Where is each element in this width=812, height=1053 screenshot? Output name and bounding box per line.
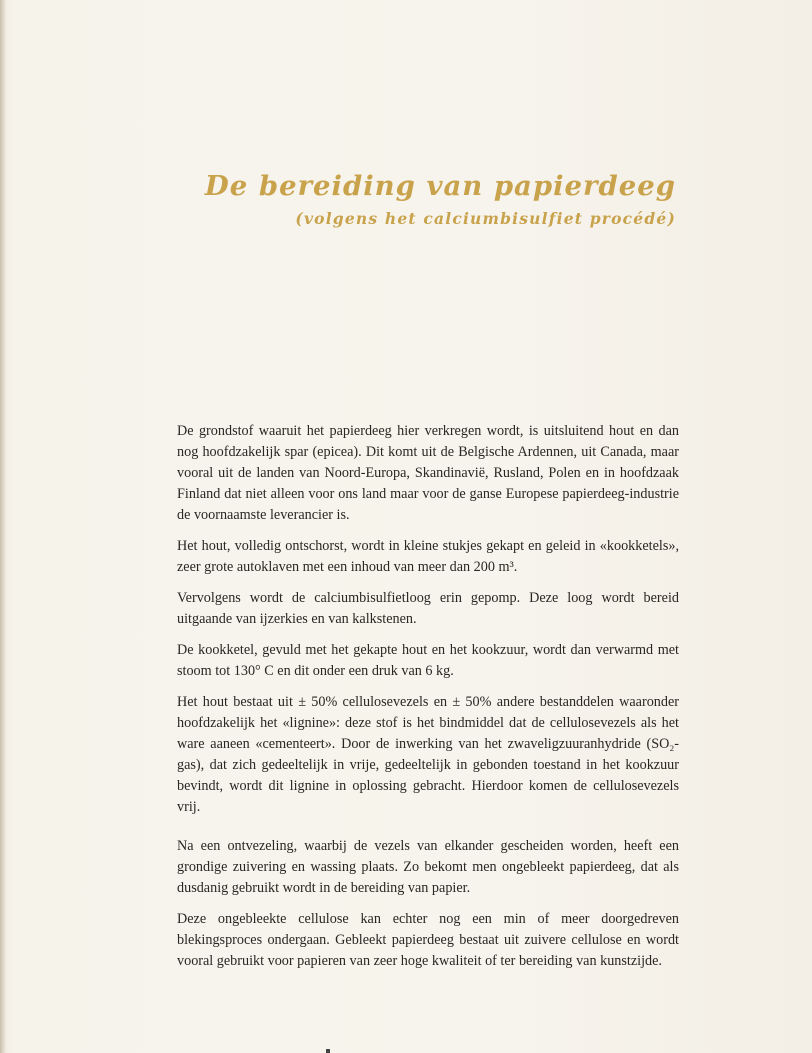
paragraph-heating: De kookketel, gevuld met het gekapte hout en het kookzuur, wordt dan verwarmd met stoom tot 130° C en dit onder een druk van 6 kg. — [177, 642, 679, 679]
paragraph-raw-material: De grondstof waaruit het papierdeeg hier verkregen wordt, is uitsluitend hout en dan nog hoofdzakelijk spar (epicea). Dit komt uit de Belgische Ardennen, uit Canada, maar vooral uit de landen van Noord-Europa, Skandinavië, Rusland, Polen en in hoofdzaak Finland dat niet alleen voor ons land maar voor de ganse Europese papierdeeg-industrie de voornaamste leverancier is. — [177, 423, 679, 523]
paragraph-bleaching: Deze ongebleekte cellulose kan echter nog een min of meer doorgedreven blekingsproces ondergaan. Gebleekt papierdeeg bestaat uit zuivere cellulose en wordt vooral gebruikt voor papieren van zeer hoge kwaliteit of ter bereiding van kunstzijde. — [177, 911, 679, 969]
heading-block — [205, 166, 676, 232]
page-subtitle: (volgens het calciumbisulfiet procédé) — [295, 209, 676, 228]
paragraph-lye: Vervolgens wordt de calciumbisulfietloog erin gepomp. Deze loog wordt bereid uitgaande van ijzerkies en van kalkstenen. — [177, 590, 679, 627]
paragraph-washing: Na een ontvezeling, waarbij de vezels van elkander gescheiden worden, heeft een grondige zuivering en wassing plaats. Zo bekomt men ongebleekt papierdeeg, dat als dusdanig gebruikt wordt in de bereiding van papier. — [177, 838, 679, 896]
paragraph-cooking-vessels: Het hout, volledig ontschorst, wordt in kleine stukjes gekapt en geleid in «kookketels», zeer grote autoklaven met een inhoud van meer dan 200 m³. — [177, 538, 679, 575]
body-text — [177, 421, 679, 982]
paragraph-lignine: Het hout bestaat uit ± 50% cellulosevezels en ± 50% andere bestanddelen waaronder hoofdzakelijk het «lignine»: deze stof is het bindmiddel dat de cellulosevezels als het ware aaneen «cementeert». Door de inwerking van het zwaveligzuuranhydride (SO₂-gas), dat zich gedeeltelijk in vrije, gedeeltelijk in gebonden toestand in het kookzuur bevindt, wordt dit lignine in oplossing gebracht. Hierdoor komen de cellulosevezels vrij. — [177, 694, 679, 815]
printer-mark — [326, 1049, 330, 1053]
page-title: De bereiding van papierdeeg — [204, 170, 676, 202]
